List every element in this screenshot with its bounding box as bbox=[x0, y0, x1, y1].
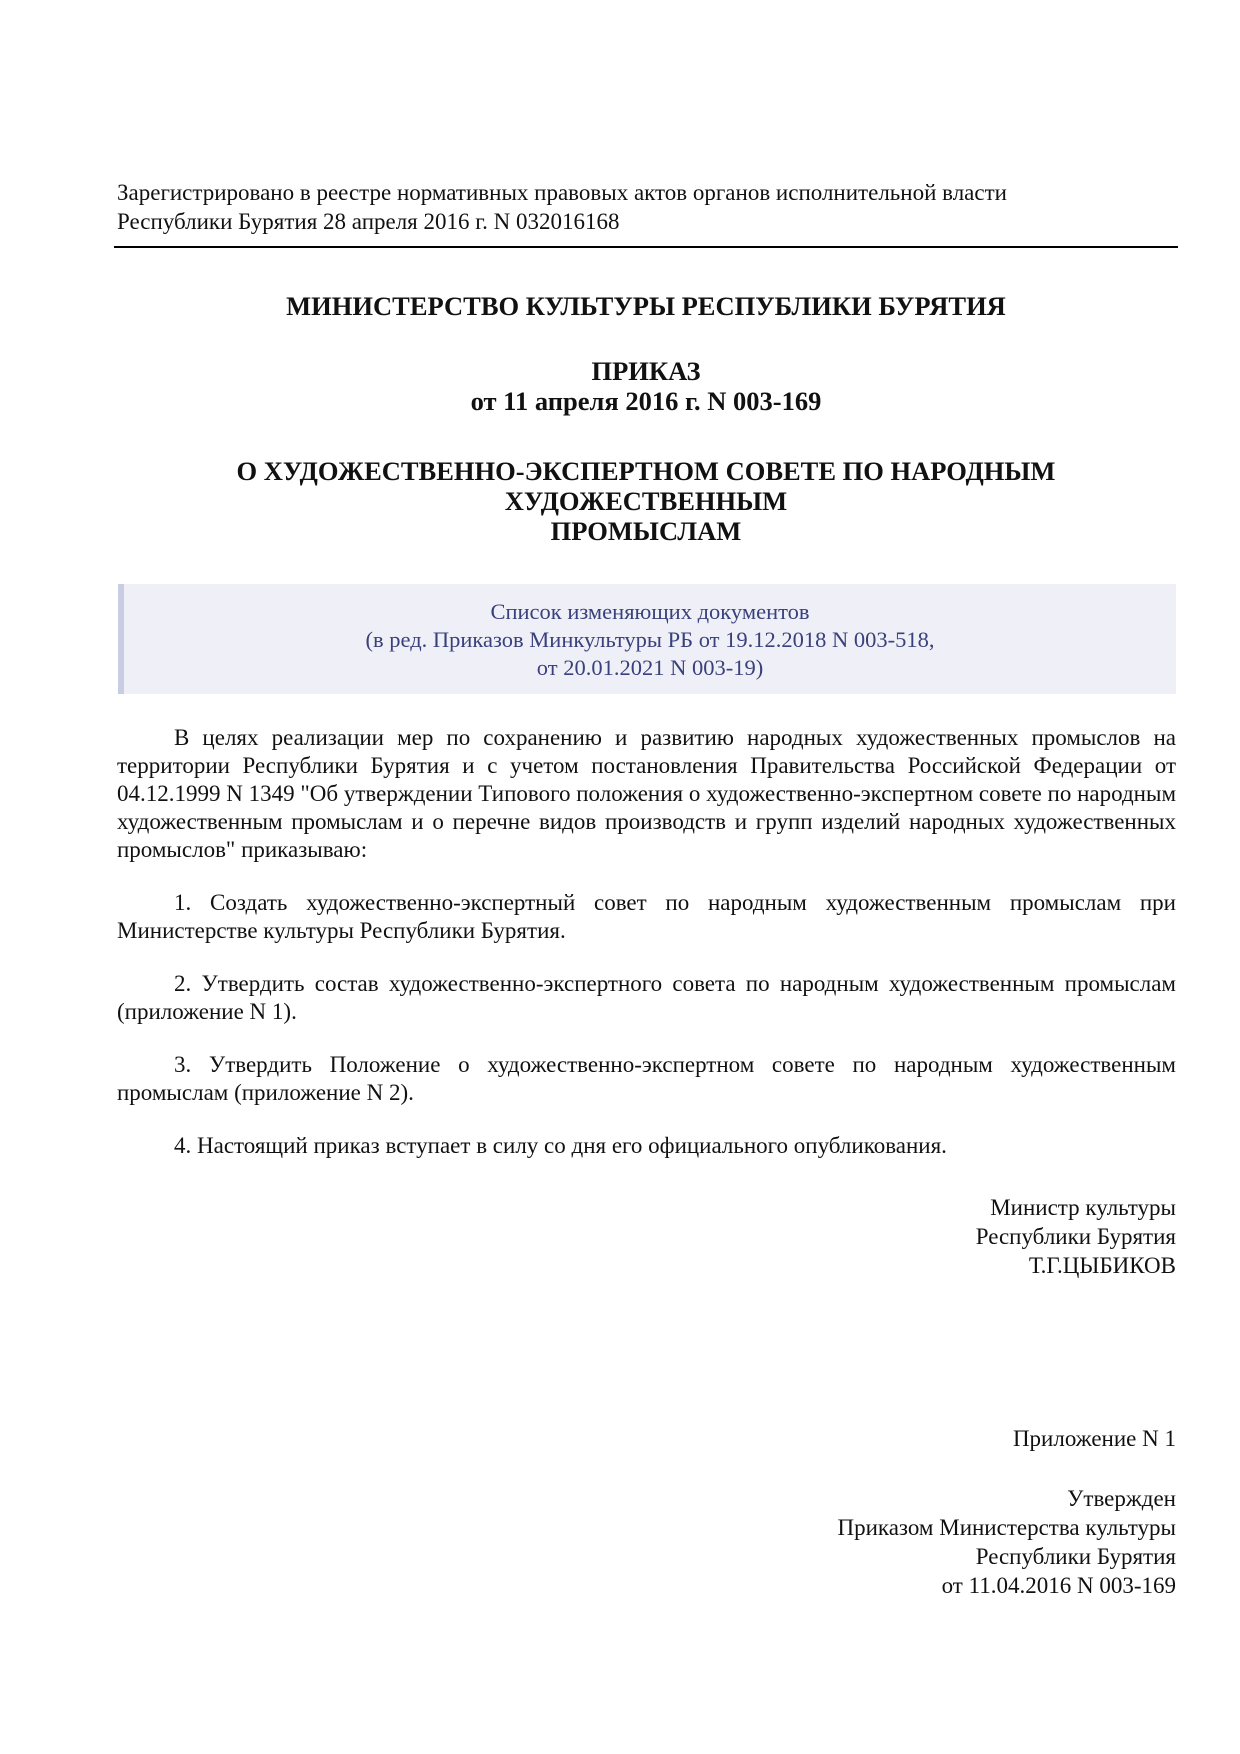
signature-block bbox=[700, 1193, 1176, 1280]
signer-name: Т.Г.ЦЫБИКОВ bbox=[1028, 1253, 1176, 1278]
approval-authority: Республики Бурятия bbox=[975, 1544, 1176, 1569]
registration-note bbox=[117, 178, 1177, 236]
document-subject bbox=[114, 456, 1178, 546]
order-item: 2. Утвердить состав художественно-экспертного совета по народным художественным промыслам (приложение N 1). bbox=[117, 971, 1176, 1024]
order-item: 3. Утвердить Положение о художественно-экспертном совете по народным художественным промыслам (приложение N 2). bbox=[117, 1052, 1176, 1105]
approval-block bbox=[700, 1484, 1176, 1600]
amending-documents-line: (в ред. Приказов Минкультуры РБ от 19.12.2018 N 003-518, bbox=[365, 627, 935, 652]
preamble-paragraph: В целях реализации мер по сохранению и развитию народных художественных промыслов на территории Республики Бурятия и с учетом постановления Правительства Российской Федерации от 04.12.1999 N 1349 "Об утверждении Типового положения о художественно-экспертном совете по народным художественным промыслам и о перечне видов производств и групп изделий народных художественных промыслов" приказываю: bbox=[117, 725, 1176, 862]
order-body bbox=[117, 724, 1176, 1185]
subject-line: ПРОМЫСЛАМ bbox=[550, 516, 742, 546]
signer-position: Министр культуры bbox=[990, 1195, 1176, 1220]
registration-line: Республики Бурятия 28 апреля 2016 г. N 032016168 bbox=[117, 209, 620, 234]
signer-position: Республики Бурятия bbox=[975, 1224, 1176, 1249]
approval-status: Утвержден bbox=[1067, 1486, 1176, 1511]
amending-documents-line: от 20.01.2021 N 003-19) bbox=[536, 655, 764, 680]
appendix-label: Приложение N 1 bbox=[1012, 1426, 1176, 1451]
registration-line: Зарегистрировано в реестре нормативных правовых актов органов исполнительной власти bbox=[117, 180, 1007, 205]
amending-documents-box bbox=[118, 584, 1176, 694]
approval-authority: Приказом Министерства культуры bbox=[837, 1515, 1176, 1540]
document-type: ПРИКАЗ bbox=[591, 356, 701, 386]
document-date-number: от 11 апреля 2016 г. N 003-169 bbox=[470, 386, 822, 416]
order-item: 4. Настоящий приказ вступает в силу со дня его официального опубликования. bbox=[174, 1133, 947, 1158]
approval-date-number: от 11.04.2016 N 003-169 bbox=[941, 1573, 1176, 1598]
header-divider bbox=[114, 246, 1178, 248]
order-heading bbox=[114, 356, 1178, 416]
amending-documents-title: Список изменяющих документов bbox=[490, 599, 810, 624]
subject-line: ХУДОЖЕСТВЕННЫМ bbox=[504, 486, 788, 516]
ministry-name: МИНИСТЕРСТВО КУЛЬТУРЫ РЕСПУБЛИКИ БУРЯТИЯ bbox=[286, 291, 1006, 321]
order-item: 1. Создать художественно-экспертный совет по народным художественным промыслам при Министерстве культуры Республики Бурятия. bbox=[117, 890, 1176, 943]
subject-line: О ХУДОЖЕСТВЕННО-ЭКСПЕРТНОМ СОВЕТЕ ПО НАРОДНЫМ bbox=[236, 456, 1056, 486]
